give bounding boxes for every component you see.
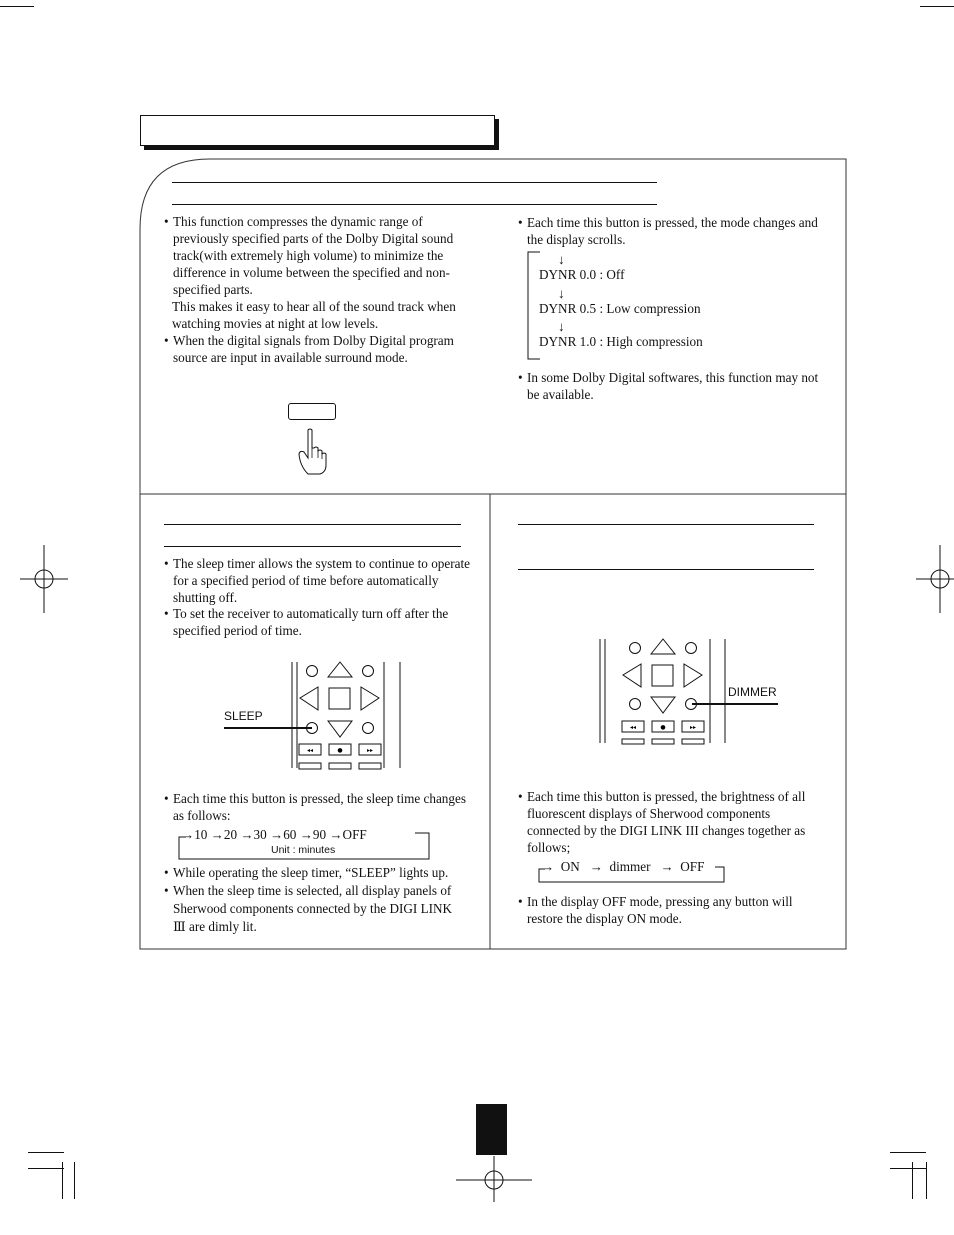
sleep-remote-label: SLEEP [224, 709, 263, 723]
dimmer-remote-label: DIMMER [728, 685, 777, 699]
button-outline-icon [288, 403, 336, 420]
pointing-hand-icon [296, 428, 330, 476]
dimmer-label-leader [692, 703, 778, 705]
dynamic-range-bullet: • When the digital signals from Dolby Digital program source are input in available surround mode. [164, 333, 454, 365]
sleep-sequence: →10 →20 →30 →60 →90 →OFF [181, 827, 367, 842]
mode-cycle-arrow: ↓ [558, 252, 565, 267]
dimmer-sequence: → ON → dimmer → OFF [541, 859, 705, 874]
dynamic-range-note: This makes it easy to hear all of the sound track when watching movies at night at low levels. [172, 299, 456, 331]
svg-text:◂◂: ◂◂ [306, 747, 314, 754]
sleep-bullet: • The sleep timer allows the system to continue to operate for a specified period of time before automatically shutting off. [164, 556, 471, 605]
svg-text:●: ● [660, 724, 666, 731]
svg-text:●: ● [337, 747, 343, 754]
dynamic-range-title-rule [172, 182, 657, 183]
svg-text:◂◂: ◂◂ [629, 724, 637, 731]
sleep-title-rule [164, 546, 461, 547]
mode-cycle-arrow: ↓ [558, 319, 565, 334]
svg-text:▸▸: ▸▸ [689, 724, 697, 731]
dynamic-range-title-rule [172, 204, 657, 205]
dimmer-press-text: • Each time this button is pressed, the brightness of all fluorescent displays of Sherwood components connected by the DIGI LINK III changes together as follows; [518, 789, 806, 855]
dimmer-restore-text: • In the display OFF mode, pressing any button will restore the display ON mode. [518, 894, 793, 926]
sleep-title-rule [164, 524, 461, 525]
remote-control-icon [280, 660, 410, 768]
sleep-after-bullet: • While operating the sleep timer, “SLEEP” lights up. [164, 865, 449, 880]
dimmer-title-rule [518, 524, 814, 525]
dynamic-range-press-text: • Each time this button is pressed, the mode changes and the display scrolls. [518, 215, 818, 247]
sleep-bullet: • To set the receiver to automatically turn off after the specified period of time. [164, 606, 449, 638]
sleep-label-leader [224, 727, 312, 729]
dynamic-range-bullet: • This function compresses the dynamic range of previously specified parts of the Dolby Digital sound track(with extremely high volume) to minimize the difference in volume between the specified and non-specified parts. [164, 214, 454, 297]
sleep-after-bullet: • When the sleep time is selected, all display panels of Sherwood components connected by the DIGI LINK Ⅲ are dimly lit. [164, 883, 453, 934]
dimmer-title-rule [518, 569, 814, 570]
sleep-press-text: • Each time this button is pressed, the sleep time changes as follows: [164, 791, 466, 823]
mode-item: DYNR 0.5 : Low compression [539, 301, 701, 316]
mode-cycle-arrow: ↓ [558, 286, 565, 301]
svg-text:▸▸: ▸▸ [366, 747, 374, 754]
sleep-unit-text: Unit : minutes [271, 844, 336, 856]
mode-item: DYNR 1.0 : High compression [539, 334, 703, 349]
mode-item: DYNR 0.0 : Off [539, 267, 625, 282]
remote-control-icon [588, 637, 728, 743]
dynamic-range-availability-note: • In some Dolby Digital softwares, this function may not be available. [518, 370, 819, 402]
